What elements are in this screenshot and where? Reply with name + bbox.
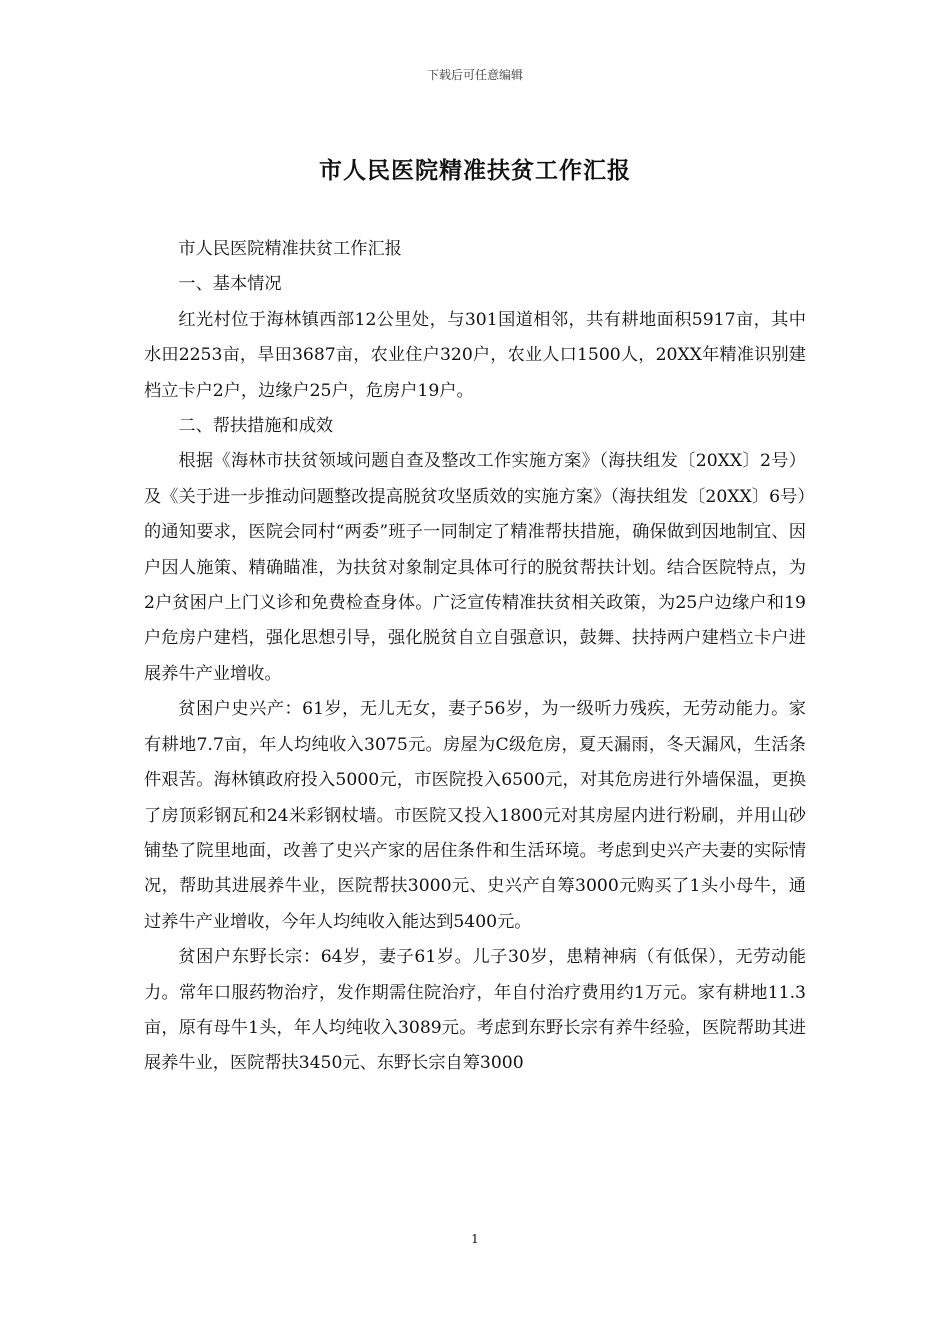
paragraph-subtitle: 市人民医院精准扶贫工作汇报 [178, 239, 402, 259]
document-title: 市人民医院精准扶贫工作汇报 [319, 158, 631, 184]
paragraph-household-dongye: 贫困户东野长宗：64岁，妻子61岁。儿子30岁，患精神病（有低保），无劳动能力。常年口服药物治疗，发作期需住院治疗，年自付治疗费用约1万元。家有耕地11.3亩，原有母牛1头，年人均纯收入3089元。考虑到东野长宗有养牛经验，医院帮助其进展养牛业，医院帮扶3450元、东野长宗自筹3000 [144, 947, 806, 1074]
page-header-note: 下载后可任意编辑 [426, 68, 523, 82]
page-number: 1 [471, 1232, 479, 1246]
paragraph-household-shi: 贫困户史兴产：61岁，无儿无女，妻子56岁，为一级听力残疾，无劳动能力。家有耕地7.7亩，年人均纯收入3075元。房屋为C级危房，夏天漏雨，冬天漏风，生活条件艰苦。海林镇政府投入5000元，市医院投入6500元，对其危房进行外墙保温，更换了房顶彩钢瓦和24米彩钢杖墙。市医院又投入1800元对其房屋内进行粉刷，并用山砂铺垫了院里地面，改善了史兴产家的居住条件和生活环境。考虑到史兴产夫妻的实际情况，帮助其进展养牛业，医院帮扶3000元、史兴产自筹3000元购买了1头小母牛，通过养牛产业增收，今年人均纯收入能达到5400元。 [144, 699, 806, 932]
paragraph-measures: 根据《海林市扶贫领域问题自查及整改工作实施方案》（海扶组发〔20XX〕2号）及《关于进一步推动问题整改提高脱贫攻坚质效的实施方案》（海扶组发〔20XX〕6号）的通知要求，医院会同村“两委”班子一同制定了精准帮扶措施，确保做到因地制宜、因户因人施策、精确瞄准，为扶贫对象制定具体可行的脱贫帮扶计划。结合医院特点，为2户贫困户上门义诊和免费检查身体。广泛宣传精准扶贫相关政策，为25户边缘户和19户危房户建档，强化思想引导，强化脱贫自立自强意识，鼓舞、扶持两户建档立卡户进展养牛产业增收。 [144, 451, 806, 684]
document-body [144, 232, 806, 1082]
section-heading-basic-situation: 一、基本情况 [178, 274, 282, 295]
section-heading-measures: 二、帮扶措施和成效 [178, 416, 334, 437]
paragraph-village-overview: 红光村位于海林镇西部12公里处，与301国道相邻，共有耕地面积5917亩，其中水田2253亩，旱田3687亩，农业住户320户，农业人口1500人，20XX年精准识别建档立卡户2户，边缘户25户，危房户19户。 [144, 309, 806, 401]
